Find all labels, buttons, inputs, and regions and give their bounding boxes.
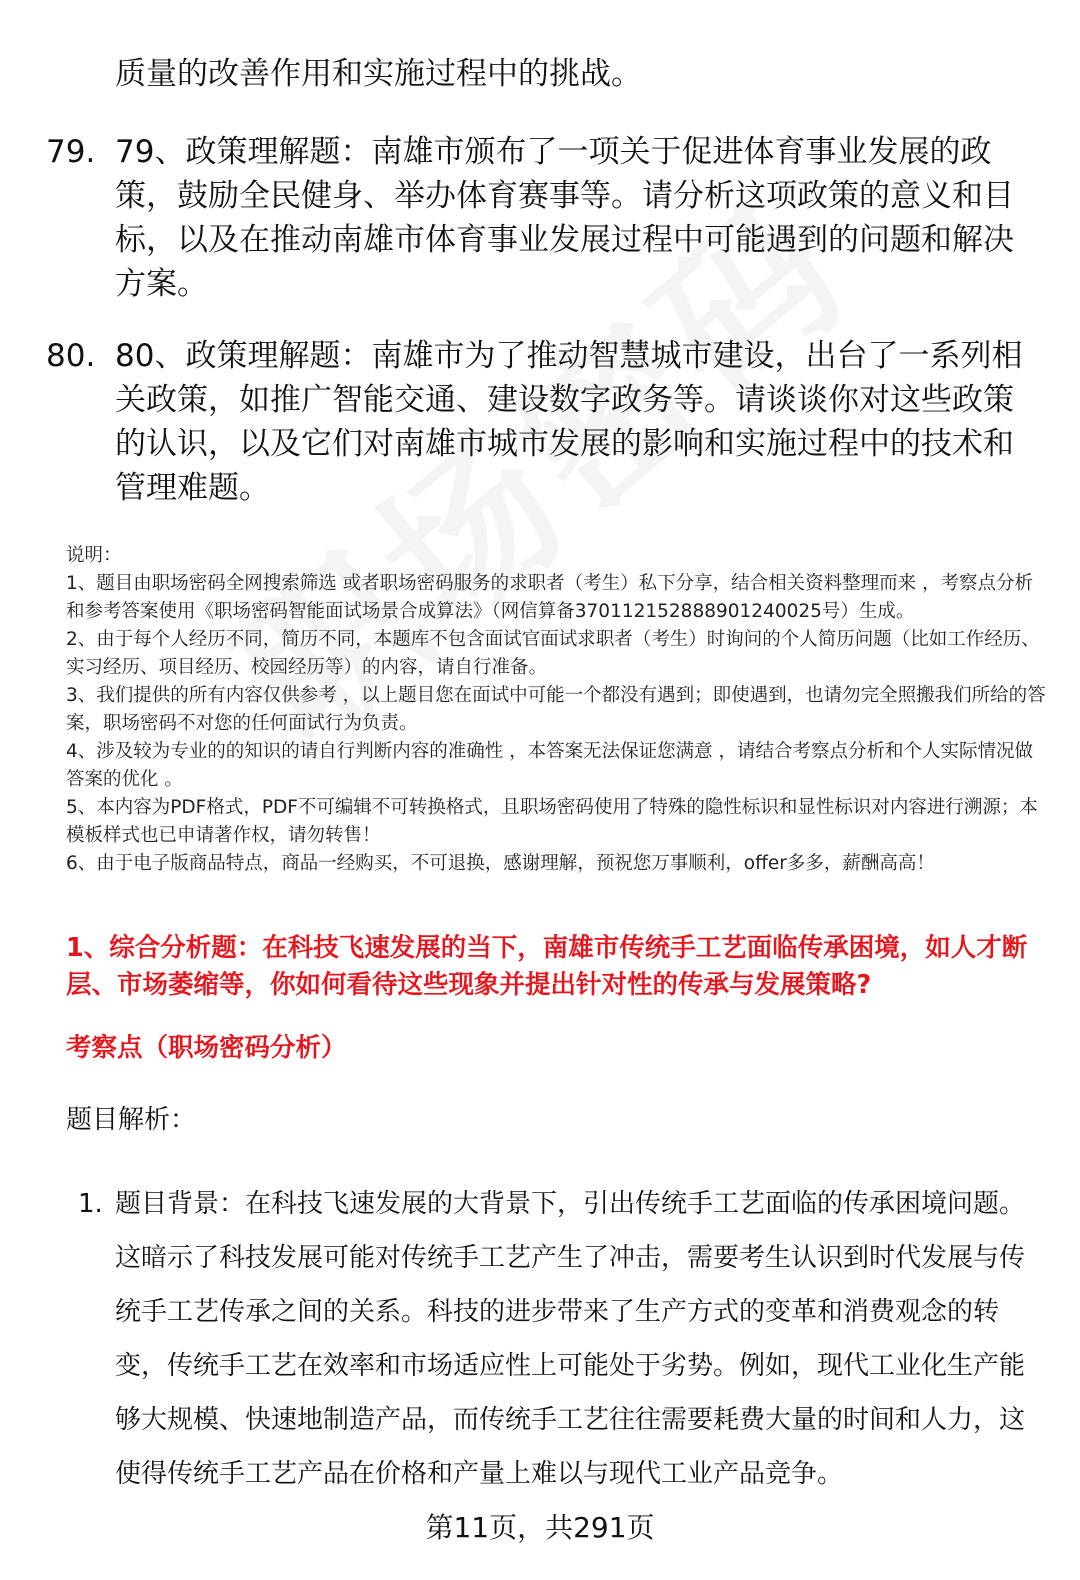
exam-point-heading: 考察点（职场密码分析）	[66, 1033, 347, 1063]
question-number: 79.	[46, 134, 96, 170]
question-text: 79、政策理解题：南雄市颁布了一项关于促进体育事业发展的政策，鼓励全民健身、举办体育赛事等。请分析这项政策的意义和目标，以及在推动南雄市体育事业发展过程中可能遇到的问题和解决方案。	[115, 134, 1014, 302]
featured-question: 1、综合分析题：在科技飞速发展的当下，南雄市传统手工艺面临传承困境，如人才断层、市场萎缩等，你如何看待这些现象并提出针对性的传承与发展策略?	[66, 933, 1028, 1000]
note-item: 1、题目由职场密码全网搜索筛选 或者职场密码服务的求职者（考生）私下分享，结合相关资料整理而来 ，考察点分析和参考答案使用《职场密码智能面试场景合成算法》（网信算备370112152888901240025号）生成。	[66, 573, 1034, 622]
note-item: 3、我们提供的所有内容仅供参考 ，以上题目您在面试中可能一个都没有遇到；即使遇到，也请勿完全照搬我们所给的答案，职场密码不对您的任何面试行为负责。	[66, 685, 1046, 734]
question-text: 80、政策理解题：南雄市为了推动智慧城市建设，出台了一系列相关政策，如推广智能交通、建设数字政务等。请谈谈你对这些政策的认识，以及它们对南雄市城市发展的影响和实施过程中的技术和管理难题。	[115, 338, 1023, 506]
question-number: 80.	[46, 338, 96, 374]
note-item: 6、由于电子版商品特点，商品一经购买，不可退换，感谢理解，预祝您万事顺利，offer多多，薪酬高高！	[66, 853, 935, 874]
note-item: 4、涉及较为专业的的知识的请自行判断内容的准确性 ，本答案无法保证您满意 ，请结合考察点分析和个人实际情况做答案的优化 。	[66, 741, 1034, 790]
notes-title: 说明：	[66, 545, 122, 566]
analysis-heading: 题目解析：	[66, 1105, 197, 1135]
analysis-item-number: 1.	[78, 1189, 103, 1219]
analysis-item-text: 题目背景：在科技飞速发展的大背景下，引出传统手工艺面临的传承困境问题。这暗示了科技发展可能对传统手工艺产生了冲击，需要考生认识到时代发展与传统手工艺传承之间的关系。科技的进步带来了生产方式的变革和消费观念的转变，传统手工艺在效率和市场适应性上可能处于劣势。例如，现代工业化生产能够大规模、快速地制造产品，而传统手工艺往往需要耗费大量的时间和人力，这使得传统手工艺产品在价格和产量上难以与现代工业产品竞争。	[115, 1189, 1026, 1489]
page-footer: 第11页，共291页	[425, 1511, 655, 1544]
question-continuation: 质量的改善作用和实施过程中的挑战。	[115, 56, 642, 92]
note-item: 2、由于每个人经历不同，简历不同，本题库不包含面试官面试求职者（考生）时询问的个人简历问题（比如工作经历、实习经历、项目经历、校园经历等）的内容，请自行准备。	[66, 629, 1040, 678]
notes-section	[66, 542, 1046, 878]
note-item: 5、本内容为PDF格式，PDF不可编辑不可转换格式，且职场密码使用了特殊的隐性标识和显性标识对内容进行溯源；本模板样式也已申请著作权，请勿转售！	[66, 797, 1038, 846]
